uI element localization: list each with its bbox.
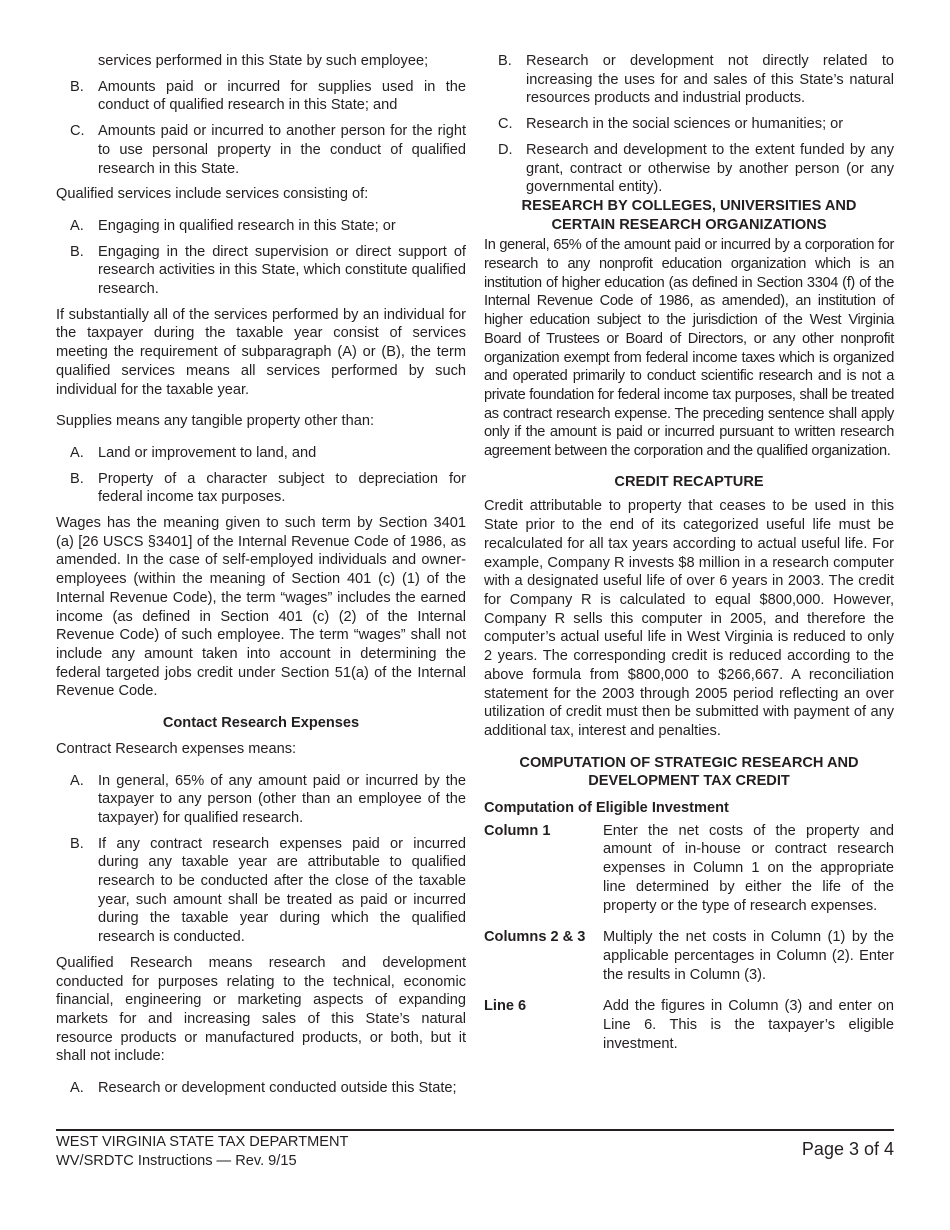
footer-info <box>56 1133 348 1171</box>
page-number: Page 3 of 4 <box>801 1139 894 1159</box>
list-text: In general, 65% of any amount paid or incurred by the taxpayer to any person (other than an employee of the taxpayer) for qualified research. <box>98 772 466 826</box>
list-letter: B. <box>498 53 512 69</box>
colleges-heading-line2: CERTAIN RESEARCH ORGANIZATIONS <box>551 216 827 233</box>
list-item <box>56 217 466 236</box>
wages-paragraph: Wages has the meaning given to such term by Section 3401 (a) [26 USCS §3401] of the Internal Revenue Code of 1986, as amended. In the case of self-employed individuals and owner-employees (within the meaning of Section 401 (c) (1) of the Internal Revenue Code), the term “wages” includes the earned income (as defined in Section 401 (c) (2) of the Internal Revenue Code) of such employee. The term “wages” shall not include any amount taken into account in determining the federal targeted jobs credit under Section 51(a) of the Internal Revenue Code. <box>56 515 466 700</box>
list-item <box>56 122 466 178</box>
list-item <box>484 141 894 197</box>
list-letter: B. <box>70 470 84 487</box>
list-text: Engaging in qualified research in this State; or <box>98 217 396 234</box>
left-column <box>56 52 466 1098</box>
list-letter: C. <box>498 116 513 133</box>
list-item <box>56 78 466 115</box>
substantially-all-paragraph: If substantially all of the services performed by an individual for the taxpayer during the taxable year consist of services meeting the requirement of subparagraph (A) or (B), the term qualified services means all services performed by such individual for the taxable year. <box>56 306 466 398</box>
footer-divider <box>56 1129 894 1131</box>
colleges-heading-line1: RESEARCH BY COLLEGES, UNIVERSITIES AND <box>521 197 857 214</box>
list-text: Research in the social sciences or humanities; or <box>526 116 844 133</box>
list-text: If any contract research expenses paid or incurred during any taxable year are attributable to qualified research to be conducted after the close of the taxable year, such amount shall be treated as paid or incurred during the taxable year during which the qualified research is conducted. <box>98 835 466 946</box>
list-item <box>56 772 466 828</box>
definition-text: Add the figures in Column (3) and enter on Line 6. This is the taxpayer’s eligible investment. <box>603 998 894 1052</box>
list-text: Engaging in the direct supervision or direct support of research activities in this State, which constitute qualified research. <box>98 243 466 298</box>
colleges-heading <box>484 197 894 234</box>
computation-heading <box>484 754 894 791</box>
definition-term: Column 1 <box>484 822 551 839</box>
list-letter: B. <box>70 78 84 95</box>
contract-intro: Contract Research expenses means: <box>56 740 297 757</box>
list-letter: B. <box>70 243 84 260</box>
qualified-services-intro: Qualified services include services consisting of: <box>56 186 369 203</box>
definition-term: Columns 2 & 3 <box>484 929 586 946</box>
list-text: Research or development conducted outside this State; <box>98 1080 457 1097</box>
list-text: Amounts paid or incurred for supplies used in the conduct of qualified research in this State; and <box>98 78 466 114</box>
colleges-paragraph: In general, 65% of the amount paid or incurred by a corporation for research to any nonprofit education organization which is an institution of higher education (as defined in Section 3304 (f) of the Internal Revenue Code of 1986, as amended), an institution of higher education subject to the jurisdiction of the West Virginia Board of Trustees or Board of Directors, or any other nonprofit organization exempt from federal income taxes which is organized and operated primarily to conduct scientific research and is not a private foundation for federal income tax purposes, shall be treated as contract research expense. The preceding sentence shall apply only if the amount is paid or incurred pursuant to written research agreement between the corporation and the qualified organization. <box>484 237 894 460</box>
list-text: Research or development not directly related to increasing the uses for and sales of this State’s natural resources products and industrial products. <box>526 53 894 107</box>
computation-heading-line2: DEVELOPMENT TAX CREDIT <box>588 773 790 790</box>
contact-research-heading: Contact Research Expenses <box>162 715 360 732</box>
list-letter: C. <box>70 123 85 140</box>
definition-text: Enter the net costs of the property and amount of in-house or contract research expenses in Column 1 on the appropriate line determined by either the life of the property or the type of research expenses. <box>603 822 894 914</box>
list-text: Land or improvement to land, and <box>98 444 317 461</box>
list-item <box>484 52 894 108</box>
right-column <box>484 52 894 1053</box>
list-letter: A. <box>70 217 84 234</box>
list-item <box>484 115 894 134</box>
credit-recapture-heading: CREDIT RECAPTURE <box>614 473 764 490</box>
list-item <box>56 835 466 947</box>
list-text: Amounts paid or incurred to another person for the right to use personal property in the conduct of qualified research in this State. <box>98 123 466 177</box>
intro-continuation: services performed in this State by such employee; <box>98 53 429 69</box>
definition-term: Line 6 <box>484 998 527 1015</box>
list-letter: B. <box>70 835 84 852</box>
list-letter: A. <box>70 444 84 461</box>
form-revision: WV/SRDTC Instructions — Rev. 9/15 <box>56 1153 297 1169</box>
list-item <box>56 470 466 507</box>
eligible-investment-heading: Computation of Eligible Investment <box>484 800 729 817</box>
definition-row <box>484 822 894 916</box>
definition-row <box>484 928 894 984</box>
list-item <box>56 243 466 299</box>
definition-text: Multiply the net costs in Column (1) by the applicable percentages in Column (2). Enter the results in Column (3). <box>603 929 894 983</box>
computation-heading-line1: COMPUTATION OF STRATEGIC RESEARCH AND <box>519 754 859 771</box>
supplies-intro: Supplies means any tangible property other than: <box>56 413 375 430</box>
list-text: Research and development to the extent funded by any grant, contract or otherwise by another person (or any governmental entity). <box>526 141 894 196</box>
list-letter: D. <box>498 141 513 158</box>
qualified-research-paragraph: Qualified Research means research and development conducted for purposes relating to the technical, economic financial, engineering or marketing aspects of expanding markets for and increasing sales of this State’s natural resource products or manufactured products, or both, but it shall not include: <box>56 954 466 1065</box>
list-item <box>56 1079 466 1098</box>
department-name: WEST VIRGINIA STATE TAX DEPARTMENT <box>56 1134 349 1150</box>
list-item <box>56 444 466 463</box>
recapture-paragraph: Credit attributable to property that ceases to be used in this State prior to the end of its categorized useful life must be recalculated for all tax years according to actual useful life. For example, Company R invests $8 million in a research computer with a designated useful life of over 6 years in 2003. The credit for Company R is calculated to equal $800,000. However, Company R sells this computer in 2005, and therefore the computer’s actual useful life in West Virginia is reduced to only 2 years. The corresponding credit is reduced according to the above formula from $800,000 to $266,667. A reconciliation statement for the 2003 through 2005 period reflecting an over utilization of credit must then be submitted with payment of any additional tax, interest and penalties. <box>484 498 894 739</box>
list-letter: A. <box>70 772 84 789</box>
list-letter: A. <box>70 1080 84 1097</box>
definition-row <box>484 997 894 1053</box>
list-text: Property of a character subject to depreciation for federal income tax purposes. <box>98 470 466 506</box>
